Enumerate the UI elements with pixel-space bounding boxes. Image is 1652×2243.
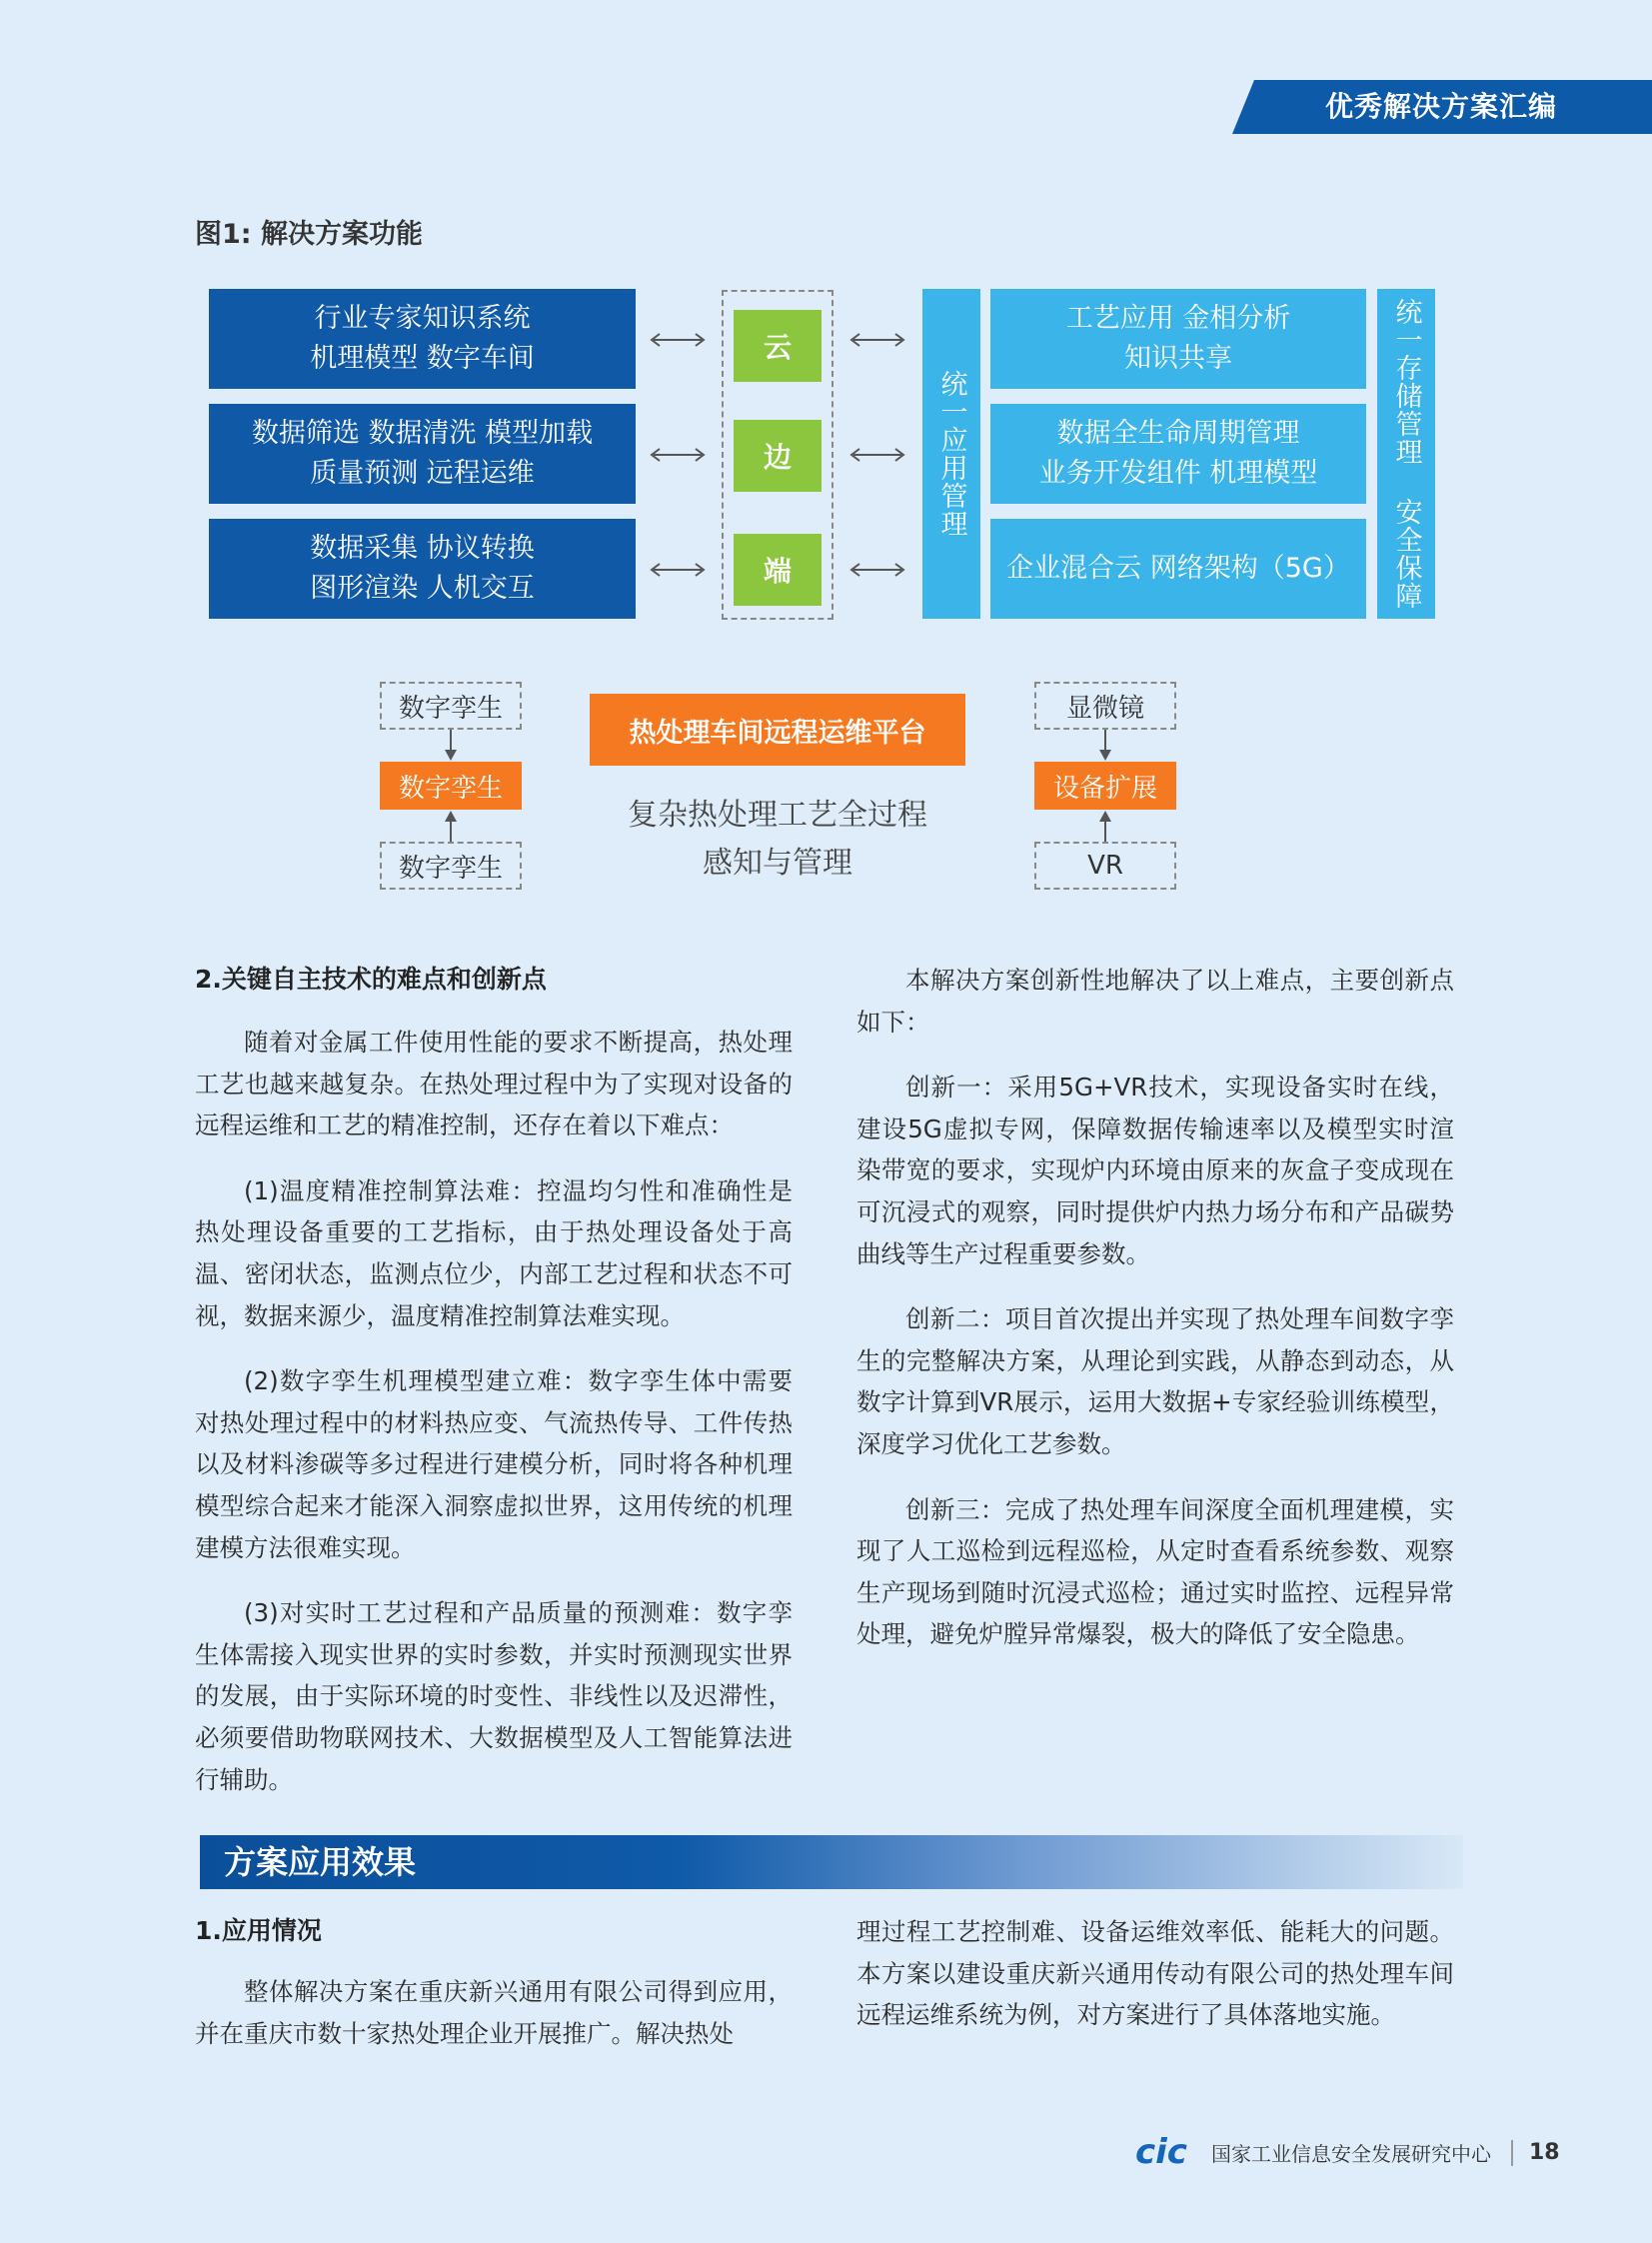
right-box-1-line1: 工艺应用 金相分析 [1065,303,1291,334]
double-arrow-icon [648,330,708,350]
section-banner-title: 方案应用效果 [224,1843,417,1881]
double-arrow-icon [847,560,907,580]
twin-middle-box: 数字孪生 [380,762,522,810]
right-box-3 [990,519,1366,619]
figure-title: 图1: 解决方案功能 [195,219,423,250]
left-box-2-line1: 数据筛选 数据清洗 模型加载 [251,418,594,449]
double-arrow-icon [847,445,907,465]
arrow-up-icon [1095,810,1115,842]
section2-paragraph: (3)对实时工艺过程和产品质量的预测难：数字孪生体需接入现实世界的实时参数，并实时预测现实世界的发展，由于实际环境的时变性、非线性以及迟滞性，必须要借助物联网技术、大数据模型及人工智能算法进行辅助。 [195,1598,793,1794]
right-box-2-line1: 数据全生命周期管理 [1056,418,1300,449]
cloud-label: 云 [734,310,822,382]
left-box-1-line2: 机理模型 数字车间 [310,343,535,374]
footer-organization: 国家工业信息安全发展研究中心 [1211,2142,1491,2166]
application-paragraph-right: 理过程工艺控制难、设备运维效率低、能耗大的问题。本方案以建设重庆新兴通用传动有限公司的热处理车间远程运维系统为例，对方案进行了具体落地实施。 [856,1917,1454,2030]
unified-storage-management [1377,289,1435,619]
unified-app-management [922,289,980,619]
platform-desc-line2: 感知与管理 [703,846,852,881]
end-label: 端 [734,534,822,606]
device-expansion-box: 设备扩展 [1034,762,1176,810]
innovation-paragraph: 本解决方案创新性地解决了以上难点，主要创新点如下： [856,966,1454,1037]
arrow-up-icon [441,810,461,842]
section2-right-column [856,960,1454,1679]
section2-paragraph: 随着对金属工件使用性能的要求不断提高，热处理工艺也越来越复杂。在热处理过程中为了实现对设备的远程运维和工艺的精准控制，还存在着以下难点： [195,1028,793,1140]
left-box-3-line1: 数据采集 协议转换 [310,533,535,564]
page-number: 18 [1529,2140,1560,2165]
innovation-paragraph: 创新三：完成了热处理车间深度全面机理建模，实现了人工巡检到远程巡检，从定时查看系统参数、观察生产现场到随时沉浸式巡检；通过实时监控、远程异常处理，避免炉膛异常爆裂，极大的降低了安全隐患。 [856,1494,1454,1649]
section2-paragraph: (2)数字孪生机理模型建立难：数字孪生体中需要对热处理过程中的材料热应变、气流热传导、工件传热以及材料渗碳等多过程进行建模分析，同时将各种机理模型综合起来才能深入洞察虚拟世界，这用传统的机理建模方法很难实现。 [195,1366,793,1562]
application-heading: 1.应用情况 [195,1916,322,1945]
vr-box: VR [1034,842,1176,890]
arrow-down-icon [1095,730,1115,762]
left-box-2 [209,404,636,504]
double-arrow-icon [648,445,708,465]
footer-divider [1511,2140,1513,2166]
right-box-1 [990,289,1366,389]
unified-storage-management-label: 统一存储管理 安全保障 [1390,298,1422,610]
double-arrow-icon [648,560,708,580]
edge-label: 边 [734,420,822,492]
header-section-label: 优秀解决方案汇编 [1325,90,1558,123]
innovation-paragraph: 创新二：项目首次提出并实现了热处理车间数字孪生的完整解决方案，从理论到实践，从静态到动态，从数字计算到VR展示，运用大数据+专家经验训练模型，深度学习优化工艺参数。 [856,1304,1454,1458]
application-left-column [195,1911,793,2078]
section2-left-column [195,960,793,1824]
left-box-1-line1: 行业专家知识系统 [314,303,531,334]
innovation-paragraph: 创新一：采用5G+VR技术，实现设备实时在线，建设5G虚拟专网，保障数据传输速率以及模型实时渲染带宽的要求，实现炉内环境由原来的灰盒子变成现在可沉浸式的观察，同时提供炉内热力场分布和产品碳势曲线等生产过程重要参数。 [856,1073,1454,1268]
microscope-box: 显微镜 [1034,682,1176,730]
double-arrow-icon [847,330,907,350]
unified-app-management-label: 统一应用管理 [935,370,967,538]
arrow-down-icon [441,730,461,762]
twin-bottom-box: 数字孪生 [380,842,522,890]
right-box-3-line1: 企业混合云 网络架构（5G） [1006,553,1350,584]
application-right-column [856,1911,1454,2060]
left-box-2-line2: 质量预测 远程运维 [310,458,535,489]
left-box-3-line2: 图形渲染 人机交互 [310,573,535,604]
section2-heading: 2.关键自主技术的难点和创新点 [195,965,547,994]
platform-desc-line1: 复杂热处理工艺全过程 [628,798,927,833]
platform-title: 热处理车间远程运维平台 [590,694,965,766]
left-box-3 [209,519,636,619]
cic-logo-text: cic [1135,2135,1187,2169]
cic-logo-icon [1135,2135,1201,2169]
application-paragraph-left: 整体解决方案在重庆新兴通用有限公司得到应用，并在重庆市数十家热处理企业开展推广。解决热处 [195,1977,793,2048]
left-box-1 [209,289,636,389]
right-box-1-line2: 知识共享 [1124,343,1232,374]
right-box-2-line2: 业务开发组件 机理模型 [1038,458,1318,489]
platform-description [560,792,995,888]
twin-top-box: 数字孪生 [380,682,522,730]
right-box-2 [990,404,1366,504]
section2-paragraph: (1)温度精准控制算法难：控温均匀性和准确性是热处理设备重要的工艺指标，由于热处理设备处于高温、密闭状态，监测点位少，内部工艺过程和状态不可视，数据来源少，温度精准控制算法难实现。 [195,1175,793,1330]
